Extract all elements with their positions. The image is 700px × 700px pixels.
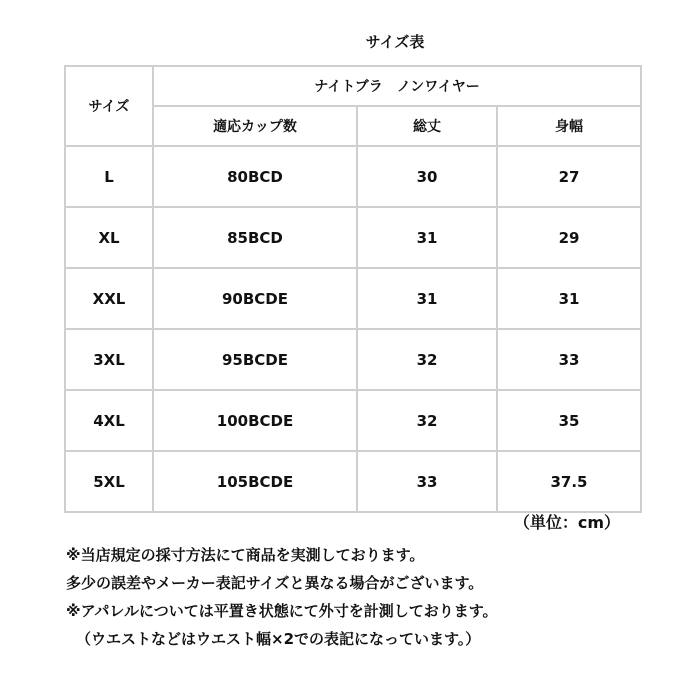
note-line: （ウエストなどはウエスト幅×2での表記になっています。） bbox=[76, 630, 481, 648]
length-cell: 33 bbox=[357, 451, 497, 512]
table-row bbox=[65, 329, 641, 390]
table-row bbox=[65, 268, 641, 329]
size-cell: 3XL bbox=[65, 329, 153, 390]
width-cell: 29 bbox=[497, 207, 641, 268]
table-row bbox=[65, 451, 641, 512]
size-header: サイズ bbox=[65, 66, 153, 146]
notes bbox=[66, 541, 686, 653]
product-header: ナイトブラ ノンワイヤー bbox=[153, 66, 641, 106]
cup-cell: 105BCDE bbox=[153, 451, 357, 512]
table-row bbox=[65, 207, 641, 268]
page-title: サイズ表 bbox=[365, 33, 425, 51]
length-cell: 31 bbox=[357, 207, 497, 268]
length-cell: 32 bbox=[357, 329, 497, 390]
width-cell: 35 bbox=[497, 390, 641, 451]
unit-label: （単位：cm） bbox=[513, 513, 620, 532]
column-header-cup: 適応カップ数 bbox=[153, 106, 357, 146]
cup-cell: 90BCDE bbox=[153, 268, 357, 329]
header-row-product bbox=[65, 66, 641, 106]
size-table bbox=[64, 65, 642, 513]
length-cell: 30 bbox=[357, 146, 497, 207]
size-cell: XL bbox=[65, 207, 153, 268]
cup-cell: 80BCD bbox=[153, 146, 357, 207]
table-row bbox=[65, 146, 641, 207]
column-header-width: 身幅 bbox=[497, 106, 641, 146]
width-cell: 37.5 bbox=[497, 451, 641, 512]
column-header-length: 総丈 bbox=[357, 106, 497, 146]
table-row bbox=[65, 390, 641, 451]
size-cell: XXL bbox=[65, 268, 153, 329]
length-cell: 32 bbox=[357, 390, 497, 451]
note-line: ※アパレルについては平置き状態にて外寸を計測しております。 bbox=[66, 602, 498, 620]
width-cell: 33 bbox=[497, 329, 641, 390]
width-cell: 31 bbox=[497, 268, 641, 329]
cup-cell: 95BCDE bbox=[153, 329, 357, 390]
length-cell: 31 bbox=[357, 268, 497, 329]
cup-cell: 100BCDE bbox=[153, 390, 357, 451]
width-cell: 27 bbox=[497, 146, 641, 207]
note-line: 多少の誤差やメーカー表記サイズと異なる場合がございます。 bbox=[66, 574, 484, 592]
size-cell: 5XL bbox=[65, 451, 153, 512]
size-cell: L bbox=[65, 146, 153, 207]
cup-cell: 85BCD bbox=[153, 207, 357, 268]
note-line: ※当店規定の採寸方法にて商品を実測しております。 bbox=[66, 546, 425, 564]
size-cell: 4XL bbox=[65, 390, 153, 451]
